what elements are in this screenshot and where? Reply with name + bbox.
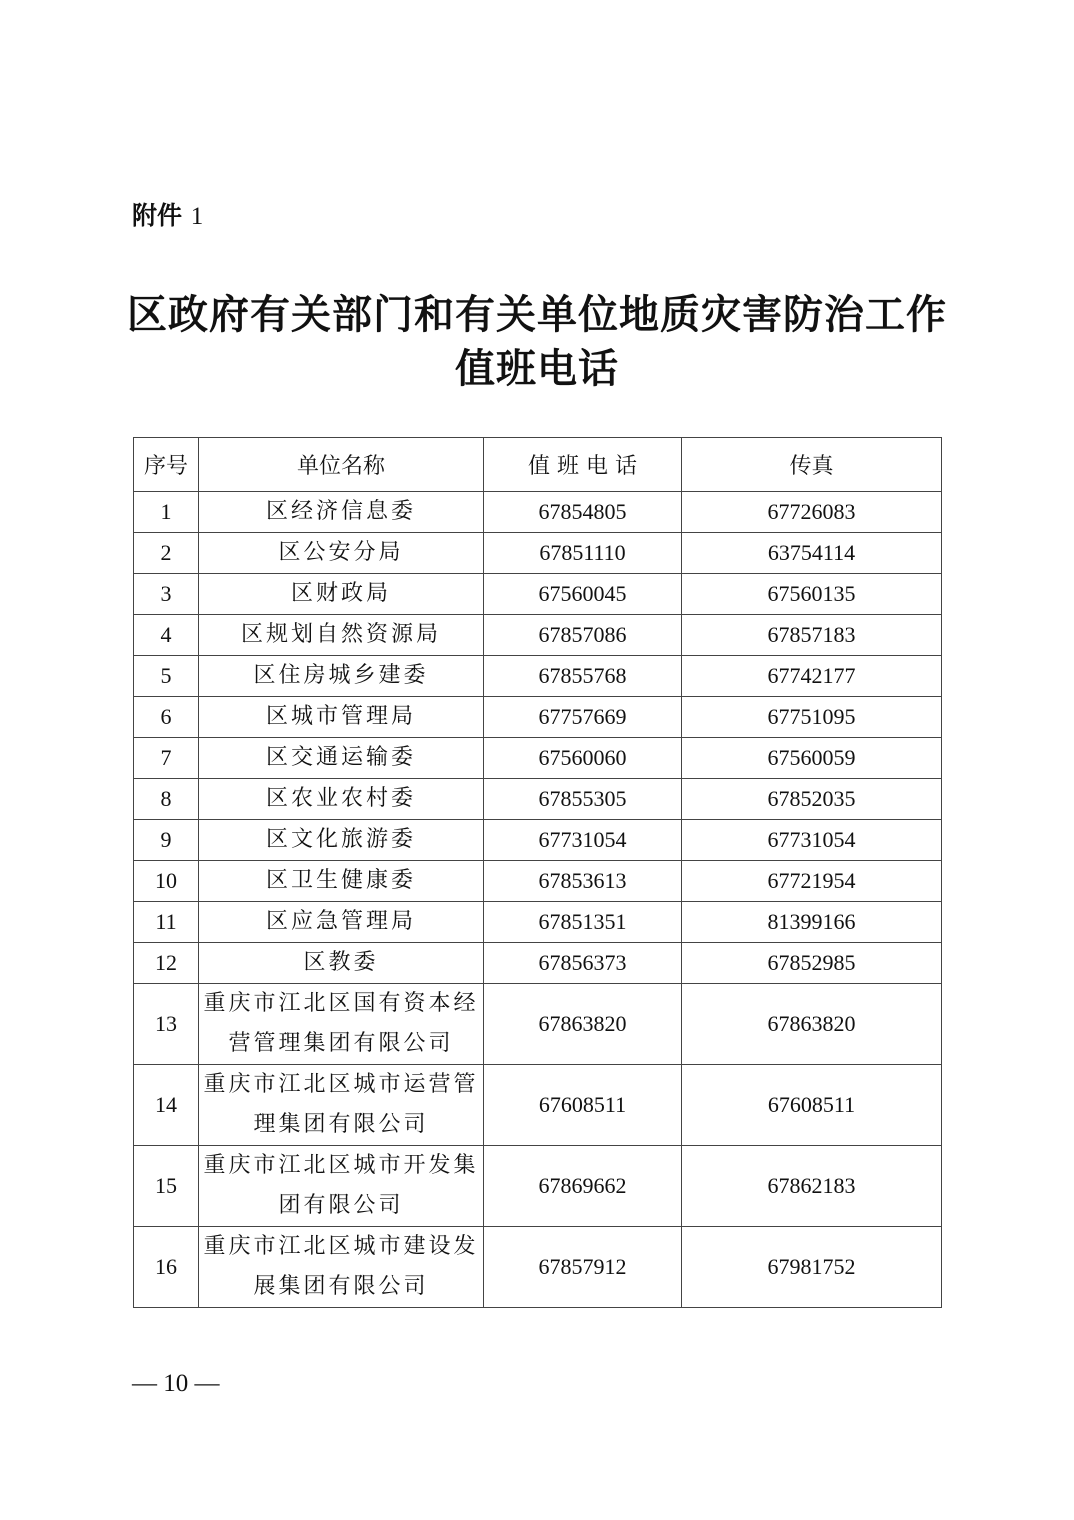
row-index: 13	[134, 984, 199, 1065]
row-fax: 67857183	[682, 615, 942, 656]
table-row	[134, 861, 942, 902]
table-row	[134, 574, 942, 615]
row-unit-name: 区文化旅游委	[199, 820, 484, 861]
duty-phone-table	[133, 437, 942, 1308]
page-number: — 10 —	[132, 1370, 220, 1397]
row-fax: 67731054	[682, 820, 942, 861]
row-index: 5	[134, 656, 199, 697]
row-duty-phone: 67857912	[484, 1227, 682, 1308]
row-unit-name: 重庆市江北区城市运营管理集团有限公司	[199, 1065, 484, 1146]
row-fax: 67608511	[682, 1065, 942, 1146]
row-duty-phone: 67863820	[484, 984, 682, 1065]
row-duty-phone: 67857086	[484, 615, 682, 656]
row-index: 7	[134, 738, 199, 779]
row-fax: 67721954	[682, 861, 942, 902]
table-row	[134, 533, 942, 574]
row-index: 9	[134, 820, 199, 861]
row-index: 6	[134, 697, 199, 738]
row-duty-phone: 67851110	[484, 533, 682, 574]
row-duty-phone: 67731054	[484, 820, 682, 861]
row-fax: 67862183	[682, 1146, 942, 1227]
attachment-number: 1	[190, 203, 204, 230]
row-unit-name: 区经济信息委	[199, 492, 484, 533]
table-row	[134, 820, 942, 861]
row-index: 3	[134, 574, 199, 615]
row-index: 8	[134, 779, 199, 820]
row-fax: 67726083	[682, 492, 942, 533]
table-row	[134, 1065, 942, 1146]
row-unit-name: 区农业农村委	[199, 779, 484, 820]
table-header-row	[134, 438, 942, 492]
row-unit-name: 区规划自然资源局	[199, 615, 484, 656]
header-index: 序号	[134, 438, 199, 492]
row-unit-name: 区应急管理局	[199, 902, 484, 943]
row-unit-name: 区财政局	[199, 574, 484, 615]
header-unit-name: 单位名称	[199, 438, 484, 492]
table-row	[134, 656, 942, 697]
table-row	[134, 1227, 942, 1308]
row-index: 12	[134, 943, 199, 984]
row-index: 1	[134, 492, 199, 533]
row-duty-phone: 67855768	[484, 656, 682, 697]
row-fax: 67852985	[682, 943, 942, 984]
table-row	[134, 984, 942, 1065]
table-row	[134, 943, 942, 984]
table-row	[134, 697, 942, 738]
row-duty-phone: 67608511	[484, 1065, 682, 1146]
title-line-2: 值班电话	[455, 345, 619, 392]
row-unit-name: 区城市管理局	[199, 697, 484, 738]
row-index: 16	[134, 1227, 199, 1308]
row-index: 2	[134, 533, 199, 574]
row-index: 14	[134, 1065, 199, 1146]
table-row	[134, 1146, 942, 1227]
title-line-1: 区政府有关部门和有关单位地质灾害防治工作	[127, 291, 947, 338]
row-unit-name: 区交通运输委	[199, 738, 484, 779]
document-title	[0, 288, 1074, 396]
row-fax: 67751095	[682, 697, 942, 738]
row-duty-phone: 67560045	[484, 574, 682, 615]
row-unit-name: 区卫生健康委	[199, 861, 484, 902]
row-index: 10	[134, 861, 199, 902]
row-fax: 67560135	[682, 574, 942, 615]
row-duty-phone: 67869662	[484, 1146, 682, 1227]
row-fax: 63754114	[682, 533, 942, 574]
row-unit-name: 区教委	[199, 943, 484, 984]
header-duty-phone: 值 班 电 话	[484, 438, 682, 492]
row-unit-name: 重庆市江北区城市建设发展集团有限公司	[199, 1227, 484, 1308]
row-unit-name: 区公安分局	[199, 533, 484, 574]
row-index: 15	[134, 1146, 199, 1227]
row-index: 4	[134, 615, 199, 656]
header-fax: 传真	[682, 438, 942, 492]
row-duty-phone: 67757669	[484, 697, 682, 738]
row-fax: 67560059	[682, 738, 942, 779]
table-row	[134, 779, 942, 820]
row-fax: 81399166	[682, 902, 942, 943]
row-index: 11	[134, 902, 199, 943]
table-row	[134, 492, 942, 533]
table-row	[134, 615, 942, 656]
row-duty-phone: 67853613	[484, 861, 682, 902]
row-unit-name: 区住房城乡建委	[199, 656, 484, 697]
attachment-label	[132, 196, 203, 232]
row-duty-phone: 67854805	[484, 492, 682, 533]
row-fax: 67863820	[682, 984, 942, 1065]
table-row	[134, 738, 942, 779]
row-duty-phone: 67560060	[484, 738, 682, 779]
row-duty-phone: 67856373	[484, 943, 682, 984]
row-unit-name: 重庆市江北区国有资本经营管理集团有限公司	[199, 984, 484, 1065]
row-unit-name: 重庆市江北区城市开发集团有限公司	[199, 1146, 484, 1227]
row-duty-phone: 67855305	[484, 779, 682, 820]
table-row	[134, 902, 942, 943]
row-fax: 67852035	[682, 779, 942, 820]
row-duty-phone: 67851351	[484, 902, 682, 943]
attachment-text: 附件	[132, 201, 183, 230]
row-fax: 67981752	[682, 1227, 942, 1308]
row-fax: 67742177	[682, 656, 942, 697]
